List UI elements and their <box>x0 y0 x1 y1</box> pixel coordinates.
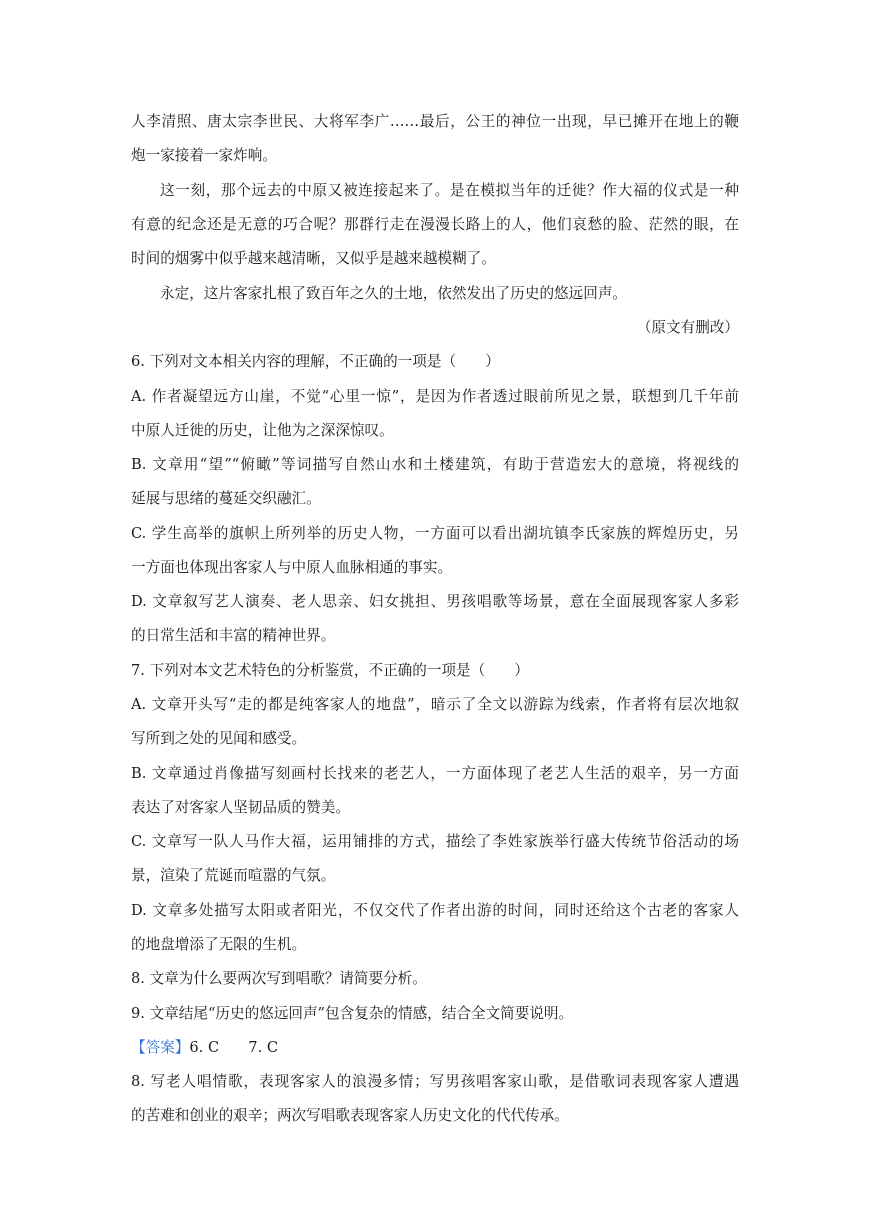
question-7-option-a-cont: 写所到之处的见闻和感受。 <box>131 730 307 747</box>
question-7-option-b-cont: 表达了对客家人坚韧品质的赞美。 <box>131 799 350 816</box>
passage-line: 人李清照、唐太宗李世民、大将军李广……最后，公王的神位一出现，早已摊开在地上的鞭 <box>131 113 739 130</box>
answer-mc: 6. C 7. C <box>189 1039 279 1056</box>
question-7-stem: 7. 下列对本文艺术特色的分析鉴赏，不正确的一项是（ ） <box>131 662 530 679</box>
question-6-option-a-cont: 中原人迁徙的历史，让他为之深深惊叹。 <box>131 422 394 439</box>
question-8: 8. 文章为什么要两次写到唱歌？请简要分析。 <box>131 970 427 987</box>
question-7-option-c: C. 文章写一队人马作大福，运用铺排的方式，描绘了李姓家族举行盛大传统节俗活动的场 <box>131 833 739 850</box>
question-7-option-c-cont: 景，渲染了荒诞而喧嚣的气氛。 <box>131 867 336 884</box>
question-9: 9. 文章结尾“历史的悠远回声”包含复杂的情感，结合全文简要说明。 <box>131 1005 574 1022</box>
answer-8-line-cont: 的苦难和创业的艰辛；两次写唱歌表现客家人历史文化的代代传承。 <box>131 1107 569 1124</box>
question-7-option-a: A. 文章开头写“走的都是纯客家人的地盘”，暗示了全文以游踪为线索，作者将有层次地叙 <box>131 696 739 713</box>
question-7-option-d-cont: 的地盘增添了无限的生机。 <box>131 936 307 953</box>
question-6-option-a: A. 作者凝望远方山崖，不觉“心里一惊”，是因为作者透过眼前所见之景，联想到几千年前 <box>131 388 739 405</box>
answer-8-line: 8. 写老人唱情歌，表现客家人的浪漫多情；写男孩唱客家山歌，是借歌词表现客家人遭遇 <box>131 1073 739 1090</box>
question-7-option-b: B. 文章通过肖像描写刻画村长找来的老艺人，一方面体现了老艺人生活的艰辛，另一方面 <box>131 765 739 782</box>
question-6-option-d-cont: 的日常生活和丰富的精神世界。 <box>131 627 336 644</box>
question-6-option-d: D. 文章叙写艺人演奏、老人思亲、妇女挑担、男孩唱歌等场景，意在全面展现客家人多彩 <box>131 593 739 610</box>
question-6-option-c: C. 学生高举的旗帜上所列举的历史人物，一方面可以看出湖坑镇李氏家族的辉煌历史，另 <box>131 525 739 542</box>
passage-line: 永定，这片客家扎根了致百年之久的土地，依然发出了历史的悠远回声。 <box>160 285 628 302</box>
answer-line <box>131 1038 739 1058</box>
answer-tag: 【答案】 <box>131 1039 190 1056</box>
passage-line: 时间的烟雾中似乎越来越清晰，又似乎是越来越模糊了。 <box>131 250 496 267</box>
passage-line: 有意的纪念还是无意的巧合呢？那群行走在漫漫长路上的人，他们哀愁的脸、茫然的眼，在 <box>131 216 739 233</box>
question-7-option-d: D. 文章多处描写太阳或者阳光，不仅交代了作者出游的时间，同时还给这个古老的客家人 <box>131 902 739 919</box>
source-note: （原文有删改） <box>636 319 739 336</box>
question-6-option-c-cont: 一方面也体现出客家人与中原人血脉相通的事实。 <box>131 559 453 576</box>
question-6-stem: 6. 下列对文本相关内容的理解，不正确的一项是（ ） <box>131 353 500 370</box>
question-6-option-b: B. 文章用“望”“俯瞰”等词描写自然山水和土楼建筑，有助于营造宏大的意境，将视线的 <box>131 456 739 473</box>
passage-line: 这一刻，那个远去的中原又被连接起来了。是在模拟当年的迁徙？作大福的仪式是一种 <box>160 182 739 199</box>
passage-line: 炮一家接着一家炸响。 <box>131 147 277 164</box>
question-6-option-b-cont: 延展与思绪的蔓延交织融汇。 <box>131 490 321 507</box>
